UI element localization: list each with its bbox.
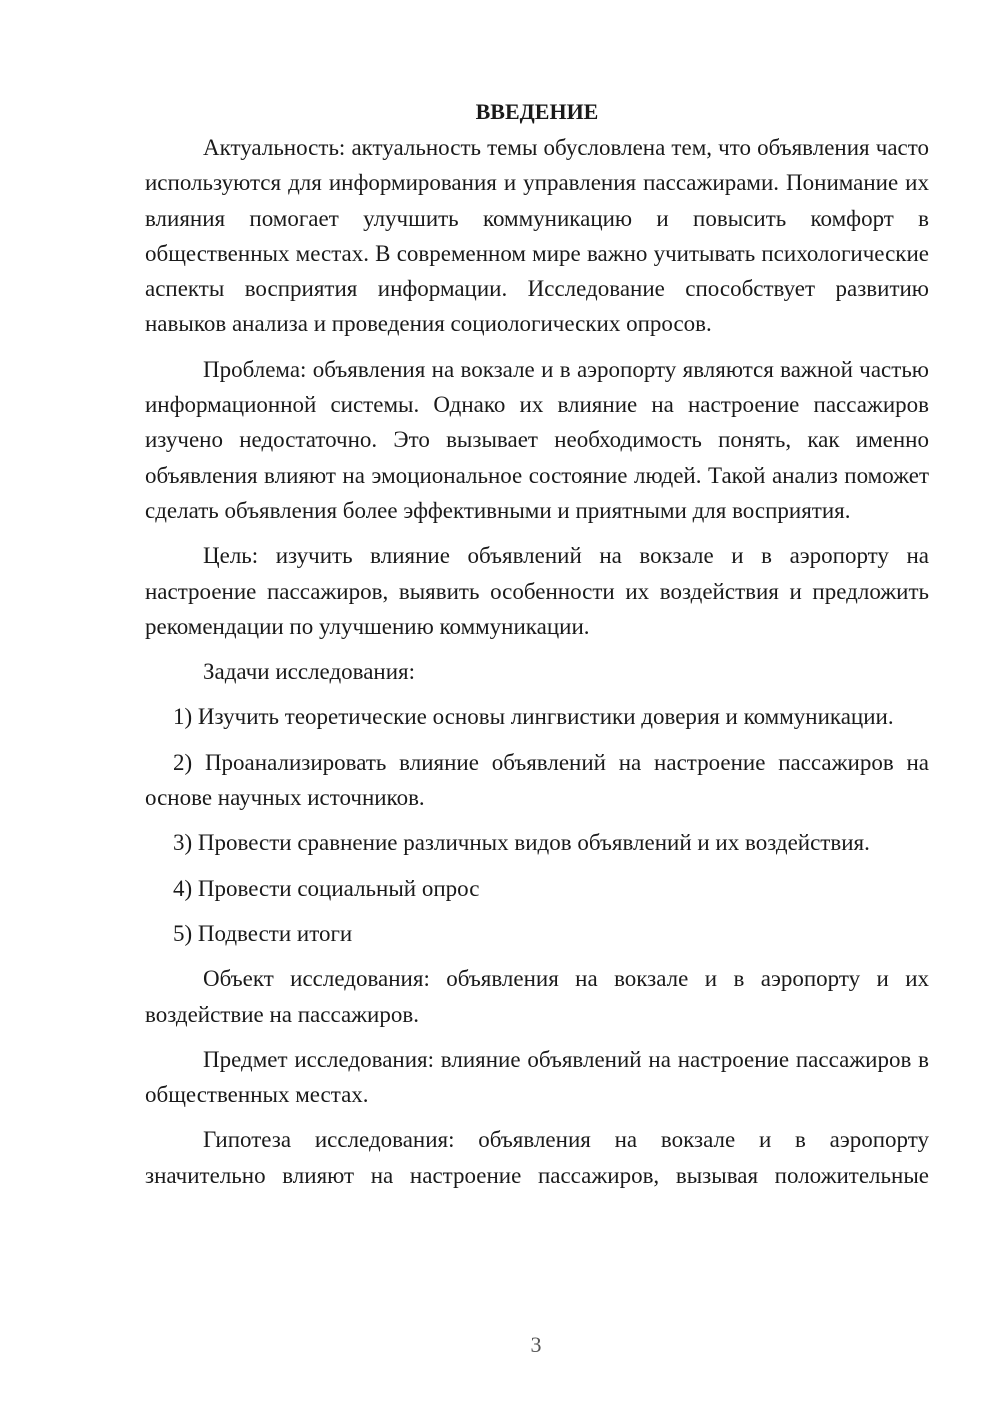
paragraph-object: Объект исследования: объявления на вокзале и в аэропорту и их воздействие на пассажиров.	[145, 966, 929, 1027]
page-number: 3	[530, 1332, 542, 1357]
paragraph-problem: Проблема: объявления на вокзале и в аэропорту являются важной частью информационной системы. Однако их влияние на настроение пассажиров изучено недостаточно. Это вызывает необходимость понять, как именно объявления влияют на эмоциональное состояние людей. Такой анализ поможет сделать объявления более эффективными и приятными для восприятия.	[145, 356, 929, 523]
paragraph-goal: Цель: изучить влияние объявлений на вокзале и в аэропорту на настроение пассажиров, выявить особенности их воздействия и предложить рекомендации по улучшению коммуникации.	[145, 543, 929, 639]
task-item-2: 2) Проанализировать влияние объявлений на настроение пассажиров на основе научных источников.	[145, 749, 929, 811]
task-item-5: 5) Подвести итоги	[173, 920, 353, 946]
task-item-1: 1) Изучить теоретические основы лингвистики доверия и коммуникации.	[173, 704, 894, 730]
paragraph-subject: Предмет исследования: влияние объявлений на настроение пассажиров в общественных местах.	[145, 1046, 929, 1108]
paragraph-relevance: Актуальность: актуальность темы обусловлена тем, что объявления часто используются для информирования и управления пассажирами. Понимание их влияния помогает улучшить коммуникацию и повысить комфорт в общественных местах. В современном мире важно учитывать психологические аспекты восприятия информации. Исследование способствует развитию навыков анализа и проведения социологических опросов.	[145, 135, 929, 337]
section-title: ВВЕДЕНИЕ	[475, 99, 599, 124]
tasks-heading: Задачи исследования:	[203, 659, 416, 685]
task-item-3: 3) Провести сравнение различных видов объявлений и их воздействия.	[173, 830, 870, 856]
page-content	[145, 94, 929, 1203]
paragraph-hypothesis: Гипотеза исследования: объявления на вокзале и в аэропорту значительно влияют на настроение пассажиров, вызывая положительные	[145, 1127, 929, 1188]
task-item-4: 4) Провести социальный опрос	[173, 875, 480, 901]
